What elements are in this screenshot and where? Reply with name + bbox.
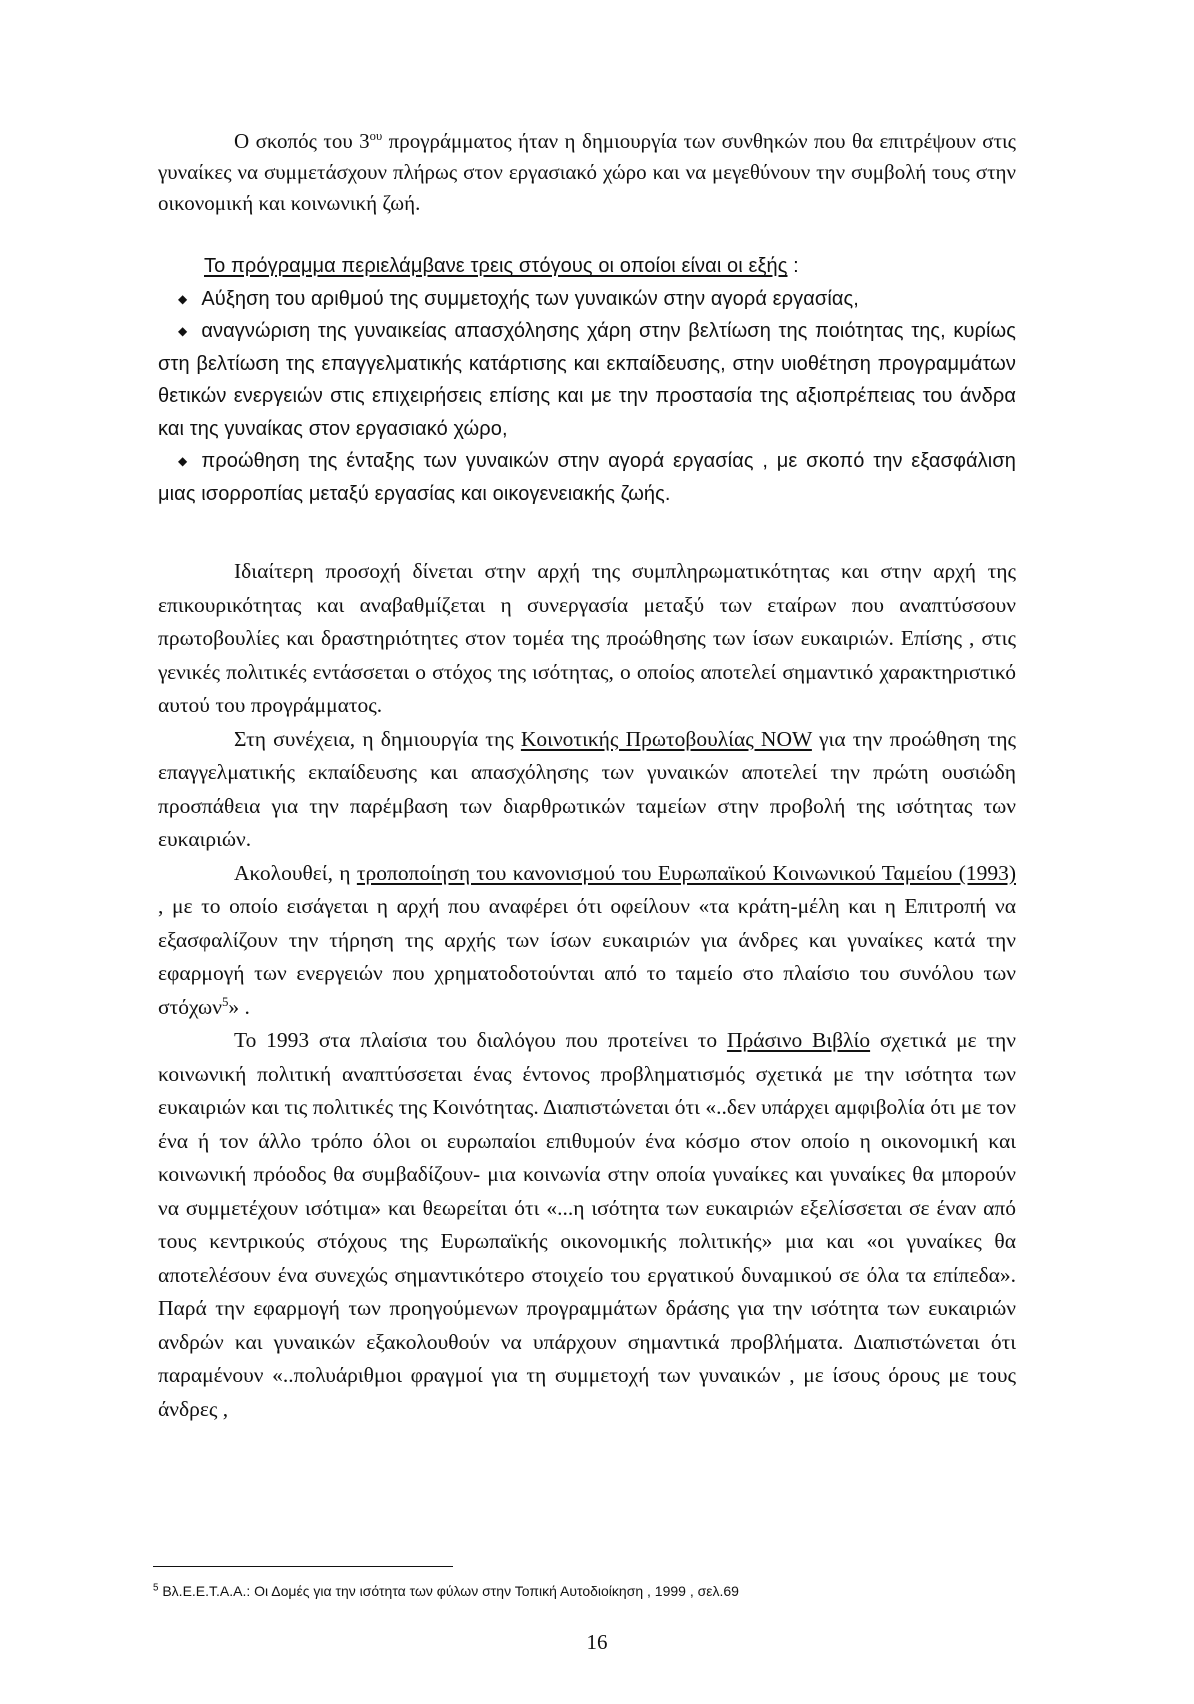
now-paragraph — [158, 723, 1016, 857]
footnote-divider — [153, 1566, 453, 1567]
green-paper-text-start: Το 1993 στα πλαίσια του διαλόγου που προτείνει το — [234, 1028, 727, 1052]
goals-heading-underlined: Το πρόγραμμα περιελάμβανε τρεις στόγους οι οποίοι είναι οι εξής — [204, 255, 788, 277]
ordinal-superscript: ου — [369, 129, 383, 143]
intro-text-end: προγράμματος ήταν η δημιουργία των συνθηκών που θα επιτρέψουν στις γυναίκες να συμμετάσχουν πλήρως στον εργασιακό χώρο και να μεγεθύνουν την συμβολή τους στην οικονομική και κοινωνική ζωή. — [158, 129, 1016, 215]
green-paper-underlined: Πράσινο Βιβλίο — [726, 1028, 871, 1052]
diamond-bullet-icon: ◆ — [178, 454, 188, 468]
footnote-marker: 5 — [153, 1582, 159, 1594]
goals-section — [158, 250, 1016, 510]
footnote-reference: 5 — [221, 994, 229, 1009]
now-initiative-underlined: Κοινοτικής Πρωτοβουλίας NOW — [520, 726, 812, 751]
intro-text — [158, 126, 1016, 219]
goal-item — [158, 283, 1016, 316]
goal-item — [158, 445, 1016, 510]
regulation-text-end: , με το οποίο εισάγεται η αρχή που αναφέρει ότι οφείλουν «τα κράτη-μέλη και η Επιτροπή να εξασφαλίζουν την τήρηση της αρχής των ίσων ευκαιριών για άνδρες και γυναίκες κατά την εφαρμογή των ενεργειών που χρηματοδοτούνται από το ταμείο στο πλαίσιο του συνόλου των στόχων — [158, 894, 1016, 1019]
goal-text: αναγνώριση της γυναικείας απασχόλησης χάρη στην βελτίωση της ποιότητας της, κυρίως στη βελτίωση της επαγγελματικής κατάρτισης και εκπαίδευσης, στην υιοθέτηση προγραμμάτων θετικών ενεργειών στις επιχειρήσεις επίσης και με την προστασία της αξιοπρέπειας του άνδρα και της γυναίκας στον εργασιακό χώρο, — [158, 320, 1016, 440]
green-paper-paragraph — [158, 1024, 1016, 1426]
footnote-text: Βλ.Ε.Ε.Τ.Α.Α.: Οι Δομές για την ισότητα των φύλων στην Τοπική Αυτοδιοίκηση , 1999 , σελ.69 — [158, 1583, 739, 1599]
footnote — [153, 1582, 1033, 1600]
main-body — [158, 555, 1016, 1426]
now-text-end: για την προώθηση της επαγγελματικής εκπαίδευσης και απασχόλησης των γυναικών αποτελεί την πρώτη ουσιώδη προσπάθεια για την παρέμβαση των διαρθρωτικών ταμείων στην προβολή της ισότητας των ευκαιριών. — [158, 726, 1016, 851]
diamond-bullet-icon: ◆ — [178, 324, 188, 338]
now-text-start: Στη συνέχεια, η δημιουργία της — [234, 726, 521, 751]
goals-heading — [158, 250, 1016, 283]
regulation-closing: » . — [228, 994, 250, 1019]
goal-text: Αύξηση του αριθμού της συμμετοχής των γυναικών στην αγορά εργασίας, — [201, 287, 859, 310]
intro-paragraph — [158, 126, 1016, 219]
complementarity-paragraph: Ιδιαίτερη προσοχή δίνεται στην αρχή της συμπληρωματικότητας και στην αρχή της επικουρικότητας και αναβαθμίζεται η συνεργασία μεταξύ των εταίρων που αναπτύσσουν πρωτοβουλίες και δραστηριότητες στον τομέα της προώθησης των ίσων ευκαιριών. Επίσης , στις γενικές πολιτικές εντάσσεται ο στόχος της ισότητας, ο οποίος αποτελεί σημαντικό χαρακτηριστικό αυτού του προγράμματος. — [158, 559, 1016, 717]
page-number: 16 — [586, 1630, 608, 1654]
diamond-bullet-icon: ◆ — [178, 291, 188, 306]
regulation-paragraph — [158, 857, 1016, 1025]
goal-item — [158, 315, 1016, 445]
goals-heading-colon: : — [787, 255, 799, 277]
intro-text-start: Ο σκοπός του 3 — [234, 129, 370, 153]
regulation-text-start: Ακολουθεί, η — [234, 860, 357, 885]
green-paper-text-end: σχετικά με την κοινωνική πολιτική αναπτύσσεται ένας έντονος προβληματισμός σχετικά με την ισότητα των ευκαιριών και τις πολιτικές της Κοινότητας. Διαπιστώνεται ότι «..δεν υπάρχει αμφιβολία ότι με τον ένα ή τον άλλο τρόπο όλοι οι ευρωπαίοι επιθυμούν ένα κόσμο στον οποίο η οικονομική και κοινωνική πρόοδος θα συμβαδίζουν- μια κοινωνία στην οποία γυναίκες και γυναίκες θα μπορούν να συμμετέχουν ισότιμα» και θεωρείται ότι «...η ισότητα των ευκαιριών εξελίσσεται σε έναν από τους κεντρικούς στόχους της Ευρωπαϊκής οικονομικής πολιτικής» μια και «οι γυναίκες θα αποτελέσουν ένα συνεχώς σημαντικότερο στοιχείο του εργατικού δυναμικού σε όλα τα επίπεδα». Παρά την εφαρμογή των προηγούμενων προγραμμάτων δράσης για την ισότητα των ευκαιριών ανδρών και γυναικών εξακολουθούν να υπάρχουν σημαντικά προβλήματα. Διαπιστώνεται ότι παραμένουν «..πολυάριθμοι φραγμοί για τη συμμετοχή των γυναικών , με ίσους όρους με τους άνδρες , — [158, 1028, 1017, 1421]
goal-text: προώθηση της ένταξης των γυναικών στην αγορά εργασίας , με σκοπό την εξασφάλιση μιας ισορροπίας μεταξύ εργασίας και οικογενειακής ζωής. — [158, 450, 1016, 505]
regulation-underlined: τροποποίηση του κανονισμού του Ευρωπαϊκού Κοινωνικού Ταμείου (1993) — [356, 860, 1016, 885]
